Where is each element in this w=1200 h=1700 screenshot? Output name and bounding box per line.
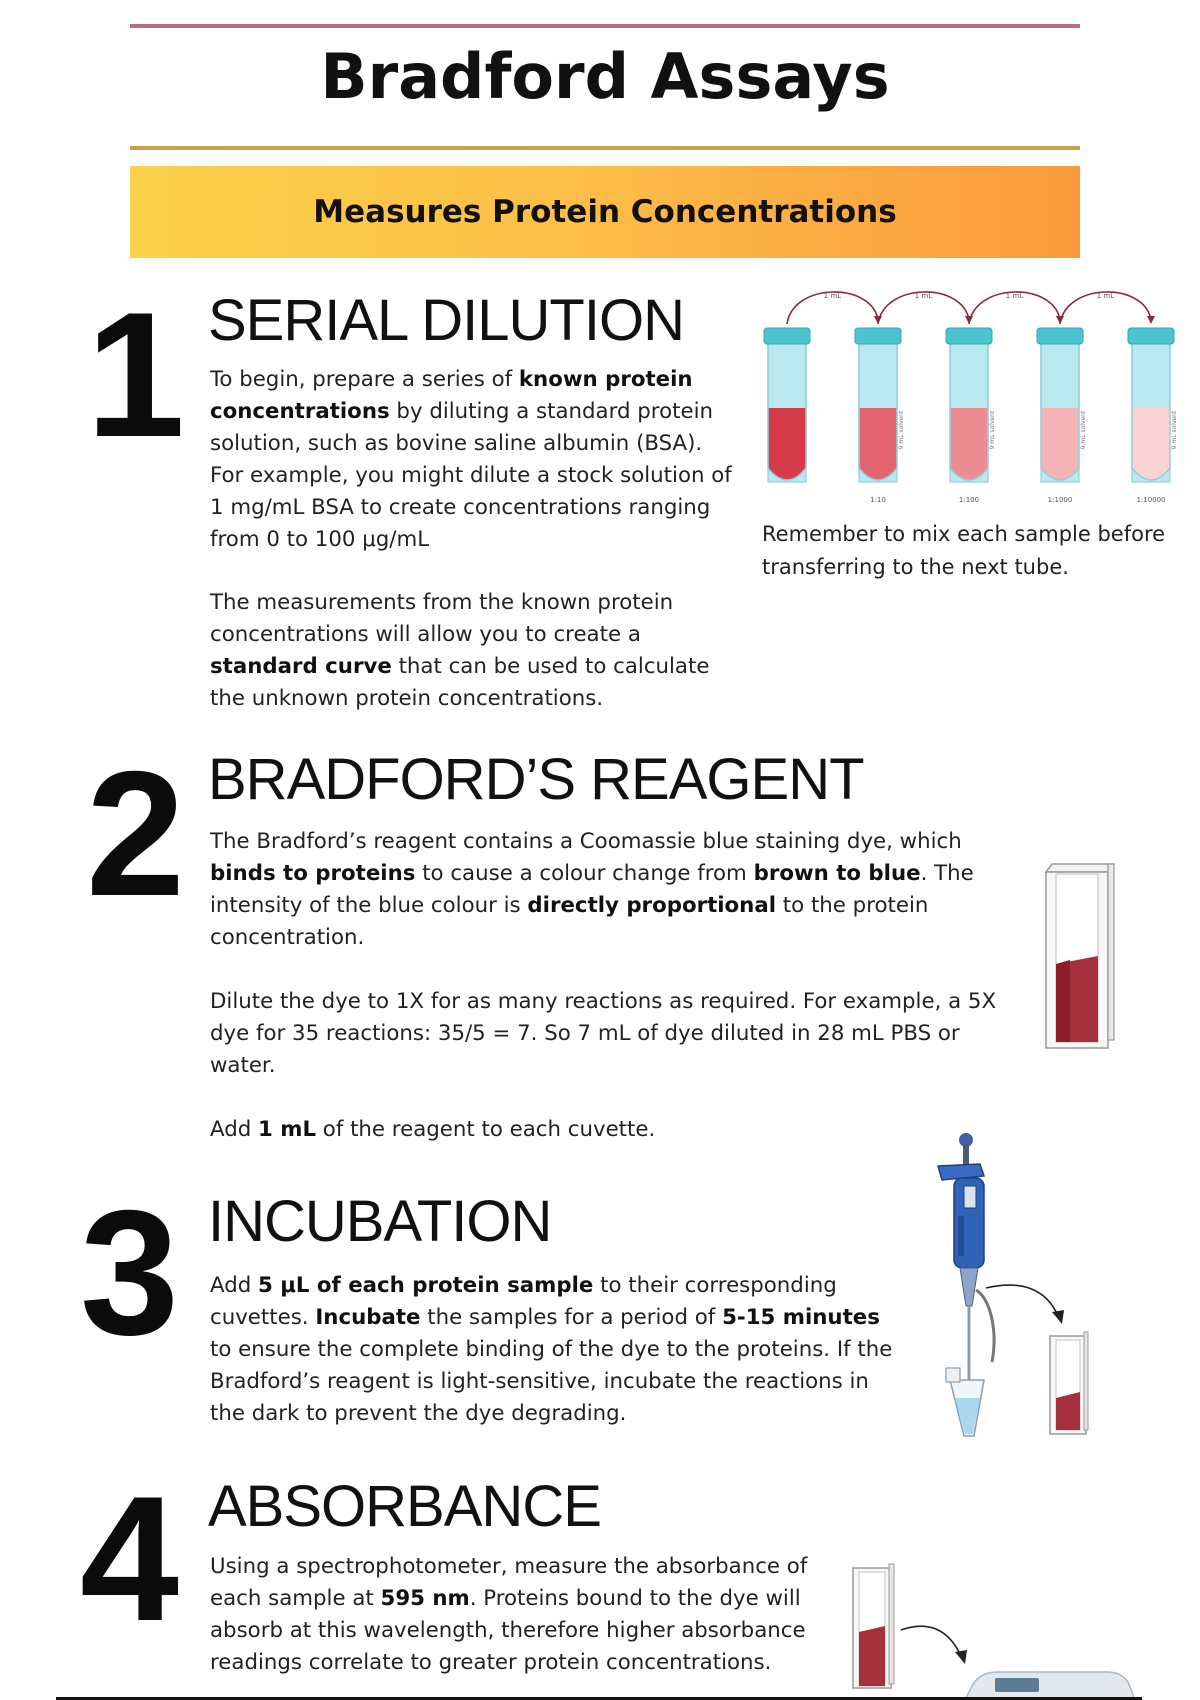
step-1-number: 1 [86, 275, 185, 474]
dilution-ratio-label: 1:1000 [1047, 496, 1073, 504]
body-text: to cause a colour change from [415, 861, 754, 886]
step-2-paragraph-1 [210, 826, 1000, 954]
emphasis-text: 5-15 minutes [722, 1305, 880, 1330]
emphasis-text: standard curve [210, 654, 392, 679]
spectrophotometer-illustration [845, 1560, 1145, 1700]
transfer-volume-label: 1 mL [823, 292, 842, 300]
transfer-volume-label: 1 mL [914, 292, 933, 300]
step-3-paragraph-1 [210, 1270, 895, 1430]
body-text: of the reagent to each cuvette. [316, 1117, 656, 1142]
tube-sample-liquid [950, 408, 988, 480]
tube-cap [764, 328, 810, 344]
tube-sample-liquid [1041, 408, 1079, 480]
body-text: the samples for a period of [420, 1305, 723, 1330]
solvent-volume-label: 9 mL solvent [898, 410, 905, 450]
tube-sample-liquid [1132, 408, 1170, 480]
tube-sample-liquid [859, 408, 897, 480]
step-1-paragraph-1 [210, 364, 738, 556]
step-4-number: 4 [80, 1459, 179, 1658]
tube-cap [1037, 328, 1083, 344]
body-text: to their corresponding cuvettes. [210, 1273, 837, 1330]
step-4-paragraph-1 [210, 1551, 850, 1679]
page-title: Bradford Assays [320, 40, 890, 113]
tube-cap [855, 328, 901, 344]
dilution-ratio-label: 1:100 [958, 496, 980, 504]
emphasis-text: 5 μL of each protein sample [258, 1273, 594, 1298]
step-3-number: 3 [80, 1173, 179, 1372]
body-text: Using a spectrophotometer, measure the absorbance of each sample at [210, 1554, 808, 1611]
body-text: To begin, prepare a series of [210, 367, 519, 392]
body-text: Add [210, 1273, 259, 1298]
pipette-transfer-illustration [920, 1130, 1100, 1440]
subtitle-text: Measures Protein Concentrations [313, 194, 897, 230]
emphasis-text: 595 nm [380, 1586, 470, 1611]
step-4-heading: ABSORBANCE [208, 1474, 601, 1539]
dilution-ratio-label: 1:10 [870, 496, 886, 504]
transfer-volume-label: 1 mL [1005, 292, 1024, 300]
body-text: that can be used to calculate the unknown protein concentrations. [210, 654, 710, 711]
cuvette-icon [1040, 860, 1120, 1052]
emphasis-text: brown to blue [753, 861, 921, 886]
step-1-paragraph-2 [210, 587, 738, 715]
dilution-caption: Remember to mix each sample before transferring to the next tube. [762, 522, 1166, 579]
body-text: by diluting a standard protein solution, such as bovine saline albumin (BSA). For example, you might dilute a stock solution of 1 mg/mL BSA to create concentrations ranging from 0 to 100 μg/mL [210, 399, 732, 552]
body-text: to ensure the complete binding of the dye to the proteins. If the Bradford’s reagent is light-sensitive, incubate the reactions in the dark to prevent the dye degrading. [210, 1337, 893, 1426]
emphasis-text: binds to proteins [210, 861, 416, 886]
emphasis-text: 1 mL [258, 1117, 317, 1142]
top-divider [130, 24, 1080, 28]
body-text: to the protein concentration. [210, 893, 929, 950]
serial-dilution-tubes-illustration [760, 290, 1180, 515]
step-2-paragraph-3 [210, 1114, 1000, 1146]
title-divider [130, 146, 1080, 150]
tube-cap [946, 328, 992, 344]
tube-cap [1128, 328, 1174, 344]
body-text: Add [210, 1117, 259, 1142]
body-text: . The intensity of the blue colour is [210, 861, 974, 918]
transfer-volume-label: 1 mL [1096, 292, 1115, 300]
body-text: The Bradford’s reagent contains a Coomassie blue staining dye, which [210, 829, 962, 854]
emphasis-text: directly proportional [527, 893, 777, 918]
emphasis-text: Incubate [315, 1305, 421, 1330]
solvent-volume-label: 9 mL solvent [1171, 410, 1178, 450]
step-2-paragraph-2 [210, 986, 1000, 1082]
step-2-heading: BRADFORD’S REAGENT [208, 747, 864, 812]
tube-sample-liquid [768, 408, 806, 480]
emphasis-text: known protein concentrations [210, 367, 693, 424]
solvent-volume-label: 9 mL solvent [989, 410, 996, 450]
step-1-heading: SERIAL DILUTION [208, 288, 684, 353]
transfer-arrowhead [1147, 316, 1155, 324]
body-text: . Proteins bound to the dye will absorb at this wavelength, therefore higher absorbance readings correlate to greater protein concentrations. [210, 1586, 806, 1675]
solvent-volume-label: 9 mL solvent [1080, 410, 1087, 450]
step-2-number: 2 [86, 734, 185, 933]
step-3-heading: INCUBATION [208, 1189, 552, 1254]
dilution-ratio-label: 1:10000 [1136, 496, 1166, 504]
body-text: The measurements from the known protein concentrations will allow you to create a [210, 590, 674, 647]
body-text: Dilute the dye to 1X for as many reactions as required. For example, a 5X dye for 35 reactions: 35/5 = 7. So 7 mL of dye diluted in 28 mL PBS or water. [210, 989, 997, 1078]
subtitle-banner [130, 166, 1080, 258]
